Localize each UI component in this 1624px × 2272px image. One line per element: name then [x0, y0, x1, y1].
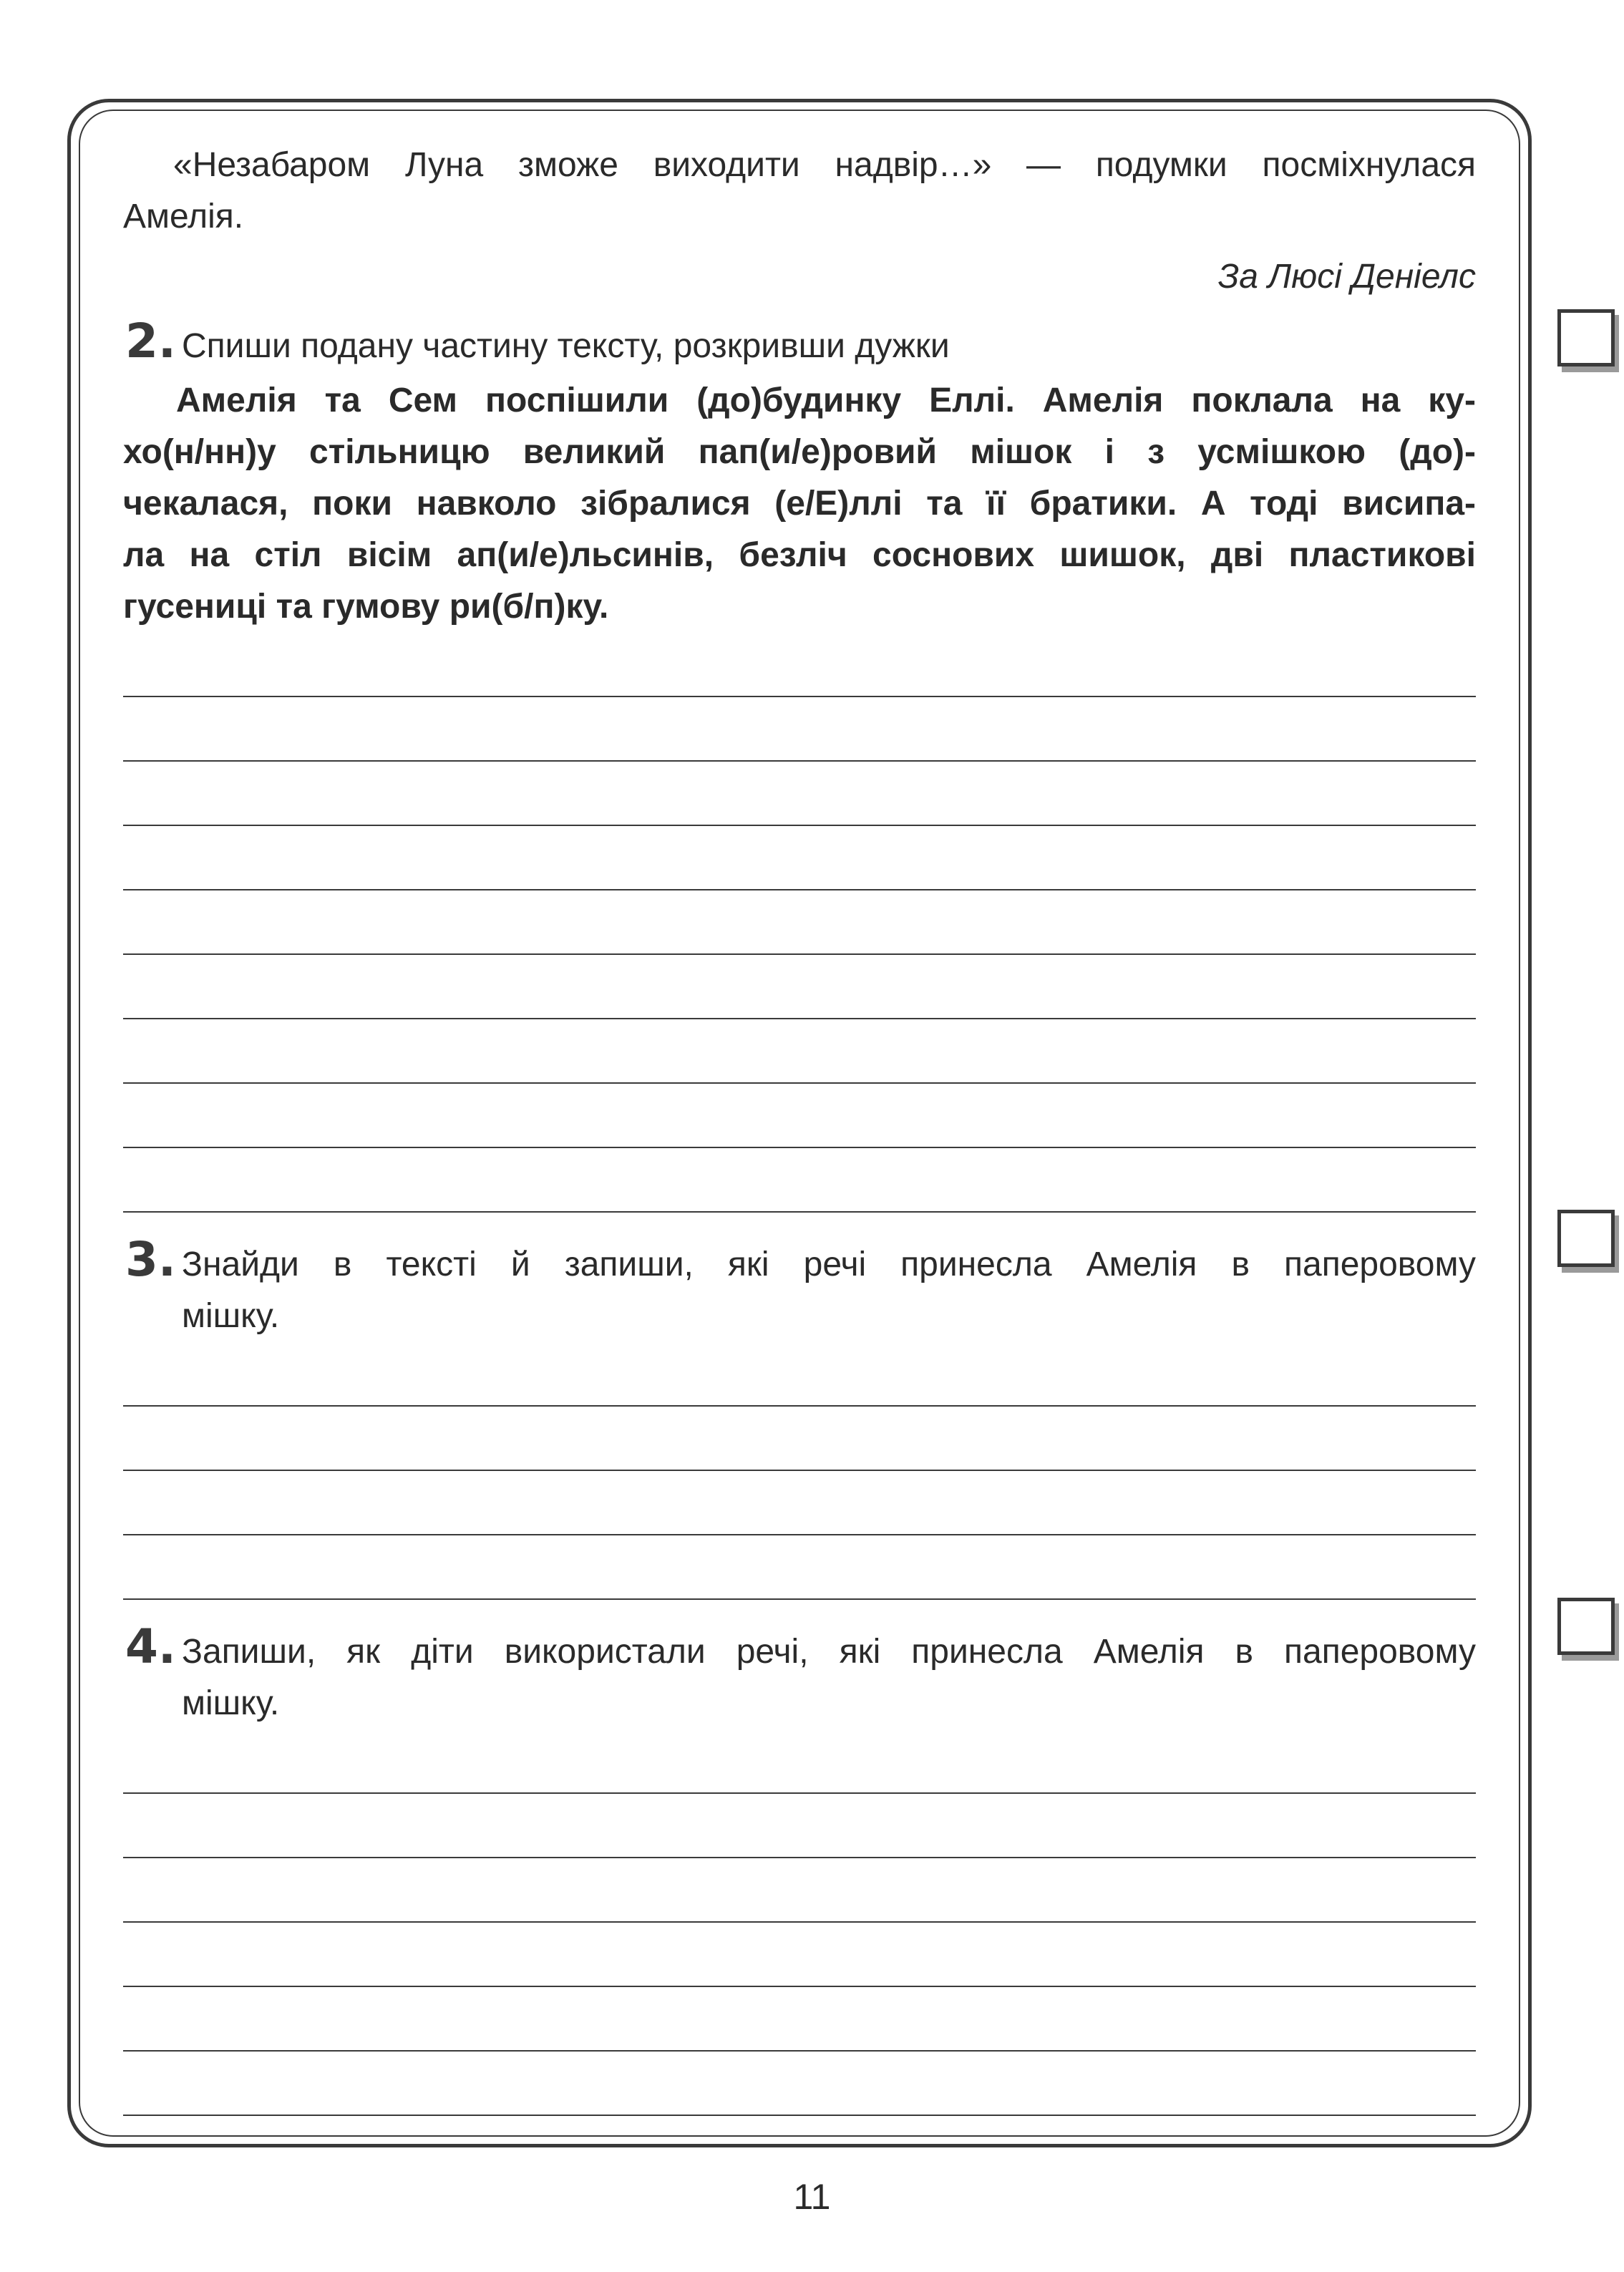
- task-2-header: [123, 316, 1476, 372]
- answer-line[interactable]: [123, 1535, 1476, 1600]
- task-2-text-line: гусениці та гумову ри(б/п)ку.: [123, 588, 609, 626]
- task-2-answer-lines[interactable]: [123, 633, 1476, 1213]
- intro-line-2: Амелія.: [123, 198, 244, 236]
- answer-line[interactable]: [123, 633, 1476, 697]
- task-2-text-line: чекалася, поки навколо зібралися (е/Е)ллі та її братики. А тоді висипа-: [123, 485, 1476, 523]
- answer-line[interactable]: [123, 1148, 1476, 1213]
- task-2-text-line: хо(н/нн)у стільницю великий пап(и/е)ровий мішок і з усмішкою (до)-: [123, 433, 1476, 471]
- task-4-instruction-line-1: Запиши, як діти використали речі, які принесла Амелія в паперовому: [182, 1633, 1476, 1671]
- task-3-instruction-line-1: Знайди в тексті й запиши, які речі принесла Амелія в паперовому: [182, 1246, 1476, 1283]
- task-2: [123, 316, 1476, 1213]
- task-4-answer-lines[interactable]: [123, 1729, 1476, 2116]
- task-4-instruction-line-2: мішку.: [182, 1684, 280, 1722]
- task-4-number: 4.: [125, 1619, 176, 1674]
- task-3-header: [123, 1234, 1476, 1342]
- answer-line[interactable]: [123, 1471, 1476, 1535]
- answer-line[interactable]: [123, 1987, 1476, 2052]
- task-3-answer-lines[interactable]: [123, 1342, 1476, 1600]
- task-2-number: 2.: [125, 314, 176, 369]
- task-2-checkbox[interactable]: [1557, 309, 1615, 366]
- intro-line-1: «Незабаром Луна зможе виходити надвір…» — подумки посміхнулася: [173, 146, 1476, 184]
- task-3-instruction: [182, 1239, 1476, 1342]
- task-4-instruction: [182, 1626, 1476, 1729]
- page-number: 11: [793, 2177, 831, 2217]
- answer-line[interactable]: [123, 826, 1476, 890]
- answer-line[interactable]: [123, 1794, 1476, 1858]
- answer-line[interactable]: [123, 1019, 1476, 1084]
- source-attribution: За Люсі Деніелс: [1217, 258, 1476, 296]
- answer-line[interactable]: [123, 1342, 1476, 1407]
- answer-line[interactable]: [123, 955, 1476, 1019]
- task-4: [123, 1621, 1476, 2116]
- answer-line[interactable]: [123, 1858, 1476, 1923]
- task-4-header: [123, 1621, 1476, 1729]
- task-2-text-line: Амелія та Сем поспішили (до)будинку Еллі. Амелія поклала на ку-: [176, 382, 1476, 419]
- task-2-instruction: Спиши подану частину тексту, розкривши дужки: [182, 327, 950, 365]
- answer-line[interactable]: [123, 1923, 1476, 1987]
- task-2-text-line: ла на стіл вісім ап(и/е)льсинів, безліч соснових шишок, дві пластикові: [123, 536, 1476, 574]
- answer-line[interactable]: [123, 1407, 1476, 1471]
- worksheet-content: [123, 140, 1476, 2116]
- task-4-checkbox[interactable]: [1557, 1598, 1615, 1655]
- answer-line[interactable]: [123, 2052, 1476, 2116]
- task-3-checkbox[interactable]: [1557, 1210, 1615, 1267]
- answer-line[interactable]: [123, 697, 1476, 762]
- task-3-number: 3.: [125, 1232, 176, 1287]
- answer-line[interactable]: [123, 762, 1476, 826]
- answer-line[interactable]: [123, 1084, 1476, 1148]
- task-3-instruction-line-2: мішку.: [182, 1297, 280, 1335]
- answer-line[interactable]: [123, 890, 1476, 955]
- task-3: [123, 1234, 1476, 1600]
- answer-line[interactable]: [123, 1729, 1476, 1794]
- task-2-text: [123, 375, 1476, 633]
